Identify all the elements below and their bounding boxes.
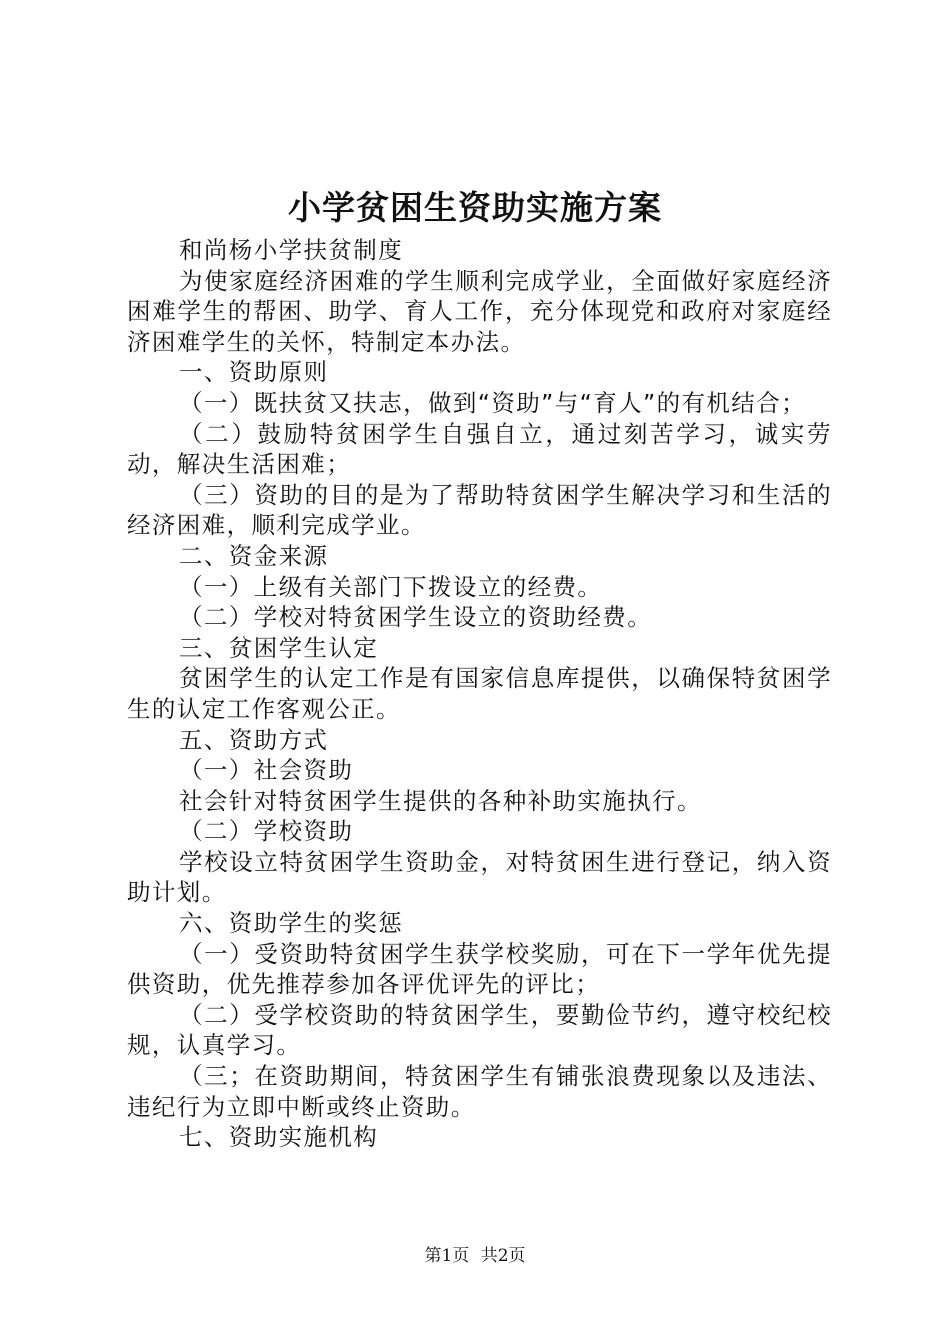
section-heading-identification: 三、贫困学生认定	[179, 633, 379, 662]
section-heading-institution: 七、资助实施机构	[179, 1123, 379, 1152]
document-title: 小学贫困生资助实施方案	[288, 188, 662, 227]
paragraph-funding-1: （一）上级有关部门下拨设立的经费。	[179, 572, 603, 601]
page-number: 第1页	[424, 1246, 470, 1266]
section-heading-funding: 二、资金来源	[179, 541, 329, 570]
paragraph-principle-2: （二）鼓励特贫困学生自强自立，通过刻苦学习，诚实劳动，解决生活困难；	[127, 419, 832, 479]
page-total: 共2页	[480, 1246, 526, 1266]
section-heading-principles: 一、资助原则	[179, 358, 329, 387]
paragraph-principle-3: （三）资助的目的是为了帮助特贫困学生解决学习和生活的经济困难，顺利完成学业。	[127, 480, 832, 540]
paragraph-principle-1: （一）既扶贫又扶志，做到“资助”与“育人”的有机结合；	[179, 388, 806, 417]
paragraph-school-name: 和尚杨小学扶贫制度	[179, 236, 404, 264]
paragraph-method-school: 学校设立特贫困学生资助金，对特贫困生进行登记，纳入资助计划。	[127, 847, 832, 907]
paragraph-funding-2: （二）学校对特贫困学生设立的资助经费。	[179, 603, 653, 632]
paragraph-intro: 为使家庭经济困难的学生顺利完成学业，全面做好家庭经济困难学生的帮困、助学、育人工作，充分体现党和政府对家庭经济困难学生的关怀，特制定本办法。	[127, 266, 832, 356]
paragraph-reward-3: （三；在资助期间，特贫困学生有铺张浪费现象以及违法、违纪行为立即中断或终止资助。	[127, 1062, 832, 1121]
paragraph-method-social: 社会针对特贫困学生提供的各种补助实施执行。	[179, 786, 702, 815]
paragraph-method-school-heading: （二）学校资助	[179, 817, 354, 846]
paragraph-reward-2: （二）受学校资助的特贫困学生，要勤俭节约，遵守校纪校规，认真学习。	[127, 1000, 832, 1060]
paragraph-method-social-heading: （一）社会资助	[179, 756, 354, 785]
section-heading-methods: 五、资助方式	[179, 725, 329, 754]
paragraph-identification: 贫困学生的认定工作是有国家信息库提供，以确保特贫困学生的认定工作客观公正。	[127, 664, 832, 723]
page-footer	[0, 1244, 950, 1268]
paragraph-reward-1: （一）受资助特贫困学生获学校奖励，可在下一学年优先提供资助，优先推荐参加各评优评先的评比；	[127, 939, 832, 999]
document-body	[127, 235, 832, 1153]
section-heading-rewards: 六、资助学生的奖惩	[179, 909, 404, 938]
